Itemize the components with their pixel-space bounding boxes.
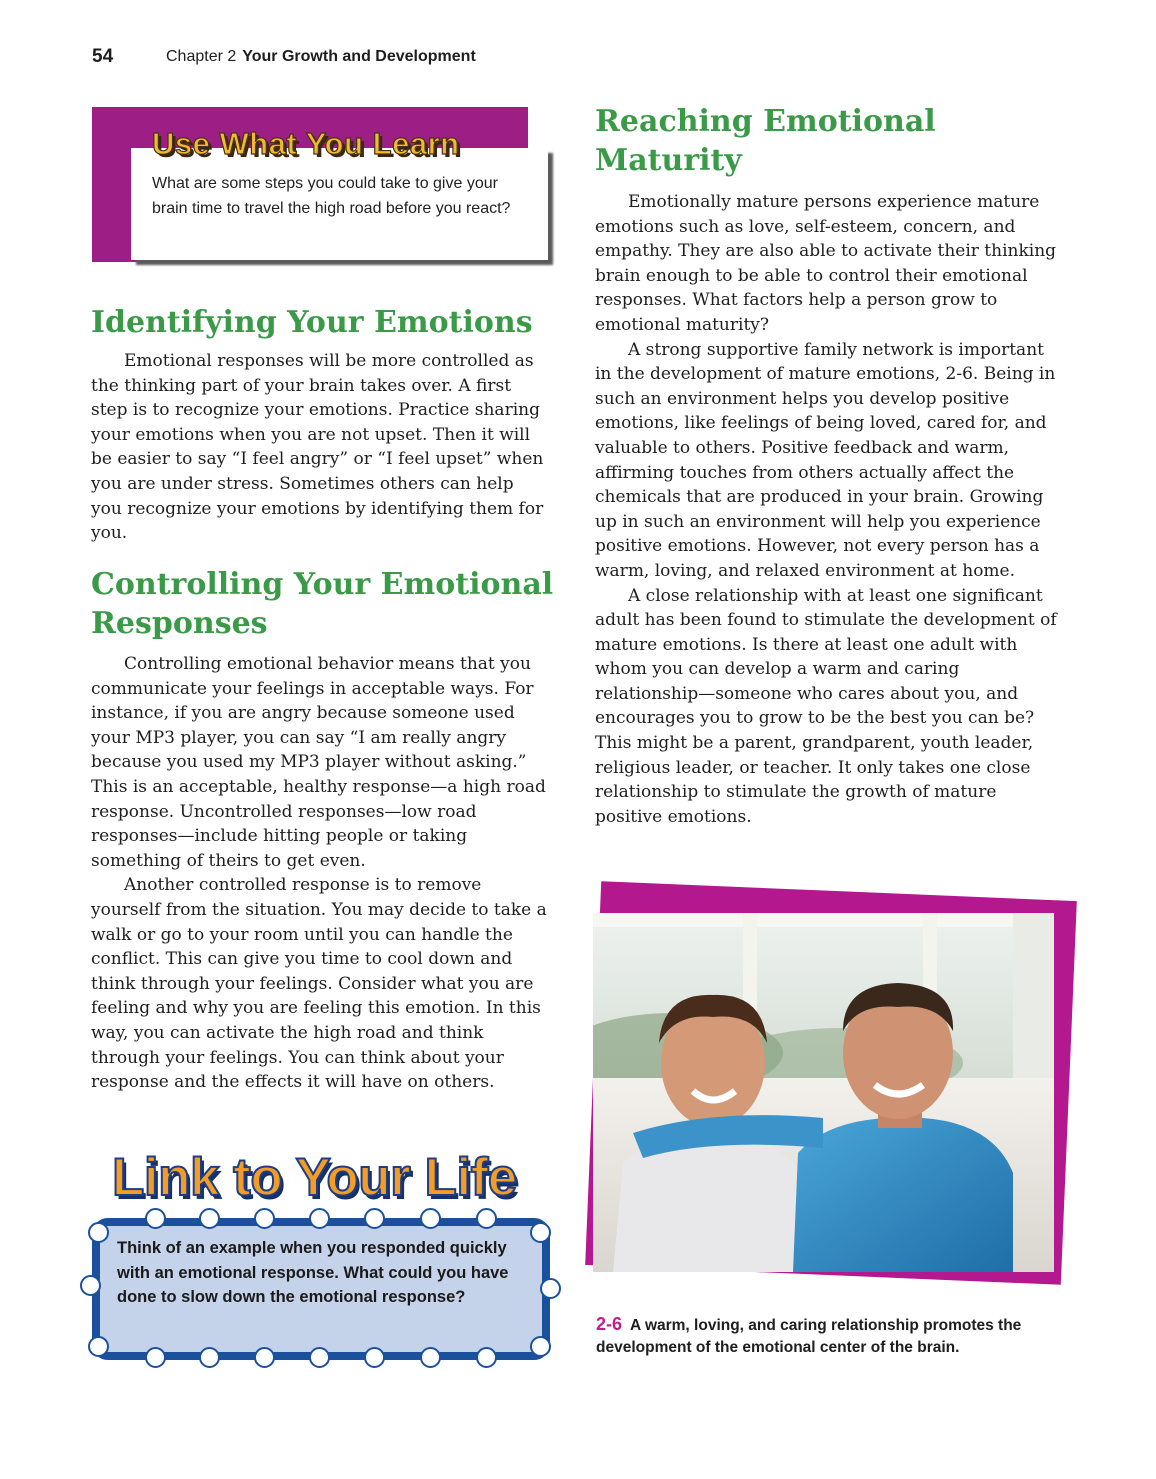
link-to-your-life-title: Link to Your Life (112, 1148, 517, 1207)
decorative-circle (540, 1278, 561, 1299)
decorative-circle (364, 1208, 385, 1229)
use-what-you-learn-title: Use What You Learn (152, 126, 460, 161)
identifying-body (91, 349, 546, 546)
running-header (166, 48, 476, 66)
chapter-title: Your Growth and Development (242, 48, 476, 65)
figure-caption-text: A warm, loving, and caring relationship promotes the development of the emotional center of the brain. (596, 1317, 1022, 1356)
paragraph: Emotional responses will be more controlled as the thinking part of your brain takes over. A first step is to recognize your emotions. Practice sharing your emotions when you are not upset. Then it will be easier to say “I feel angry” or “I feel upset” when you are under stress. Sometimes others can help you recognize your emotions by identifying them for you. (91, 351, 544, 544)
decorative-circle (88, 1336, 109, 1357)
link-to-your-life-text: Think of an example when you responded quickly with an emotional response. What could you have done to slow down the emotional response? (117, 1239, 509, 1306)
photo-illustration (593, 913, 1054, 1272)
decorative-circle (476, 1347, 497, 1368)
use-what-you-learn-text: What are some steps you could take to give your brain time to travel the high road before you react? (152, 175, 511, 217)
decorative-circle (420, 1208, 441, 1229)
figure-number: 2-6 (596, 1314, 623, 1334)
decorative-circle (530, 1222, 551, 1243)
decorative-circle (476, 1208, 497, 1229)
paragraph: Controlling emotional behavior means that you communicate your feelings in acceptable ways. For instance, if you are angry because someone used your MP3 player, you can say “I am really angry because you used my MP3 player without asking.” This is an acceptable, healthy response—a high road response. Uncontrolled responses—low road responses—include hitting people or taking something of theirs to get even. (91, 654, 546, 871)
decorative-circle (420, 1347, 441, 1368)
decorative-circle (254, 1347, 275, 1368)
decorative-circle (309, 1208, 330, 1229)
chapter-label: Chapter 2 (166, 48, 237, 65)
paragraph: Another controlled response is to remove yourself from the situation. You may decide to take a walk or go to your room until you can handle the conflict. This can give you time to cool down and think through your feelings. Consider what you are feeling and why you are feeling this emotion. In this way, you can activate the high road and think through your feelings. You can think about your response and the effects it will have on others. (91, 875, 547, 1093)
paragraph: A strong supportive family network is important in the development of mature emotions, 2-6. Being in such an environment helps you develop positive emotions, like feelings of being loved, cared for, and valuable to others. Positive feedback and warm, affirming touches from others actually affect the chemicals that are produced in your brain. Growing up in such an environment will help you experience positive emotions. However, not every person has a warm, loving, and relaxed environment at home. (595, 339, 1056, 581)
decorative-circle (199, 1347, 220, 1368)
figure-caption (596, 1313, 1056, 1359)
decorative-circle (309, 1347, 330, 1368)
heading-controlling-responses: Controlling Your Emotional Responses (91, 567, 554, 641)
heading-reaching-maturity: Reaching Emotional Maturity (595, 104, 936, 178)
father-son-photo (593, 913, 1054, 1272)
decorative-circle (88, 1222, 109, 1243)
paragraph: Emotionally mature persons experience mature emotions such as love, self-esteem, concern, and empathy. They are also able to activate their thinking brain enough to be able to control their emotional responses. What factors help a person grow to emotional maturity? (595, 192, 1057, 335)
page-number: 54 (92, 46, 114, 67)
decorative-circle (199, 1208, 220, 1229)
heading-identifying-emotions: Identifying Your Emotions (91, 305, 533, 340)
decorative-circle (364, 1347, 385, 1368)
decorative-circle (145, 1208, 166, 1229)
decorative-circle (80, 1275, 101, 1296)
reaching-body (595, 190, 1057, 829)
decorative-circle (145, 1347, 166, 1368)
decorative-circle (254, 1208, 275, 1229)
controlling-body (91, 652, 551, 1095)
decorative-circle (530, 1336, 551, 1357)
paragraph: A close relationship with at least one significant adult has been found to stimulate the development of mature emotions. Is there at least one adult with whom you can develop a warm and caring relationship—someone who cares about you, and encourages you to grow to be the best you can be? This might be a parent, grandparent, youth leader, religious leader, or teacher. It only takes one close relationship to stimulate the growth of mature positive emotions. (595, 585, 1057, 827)
